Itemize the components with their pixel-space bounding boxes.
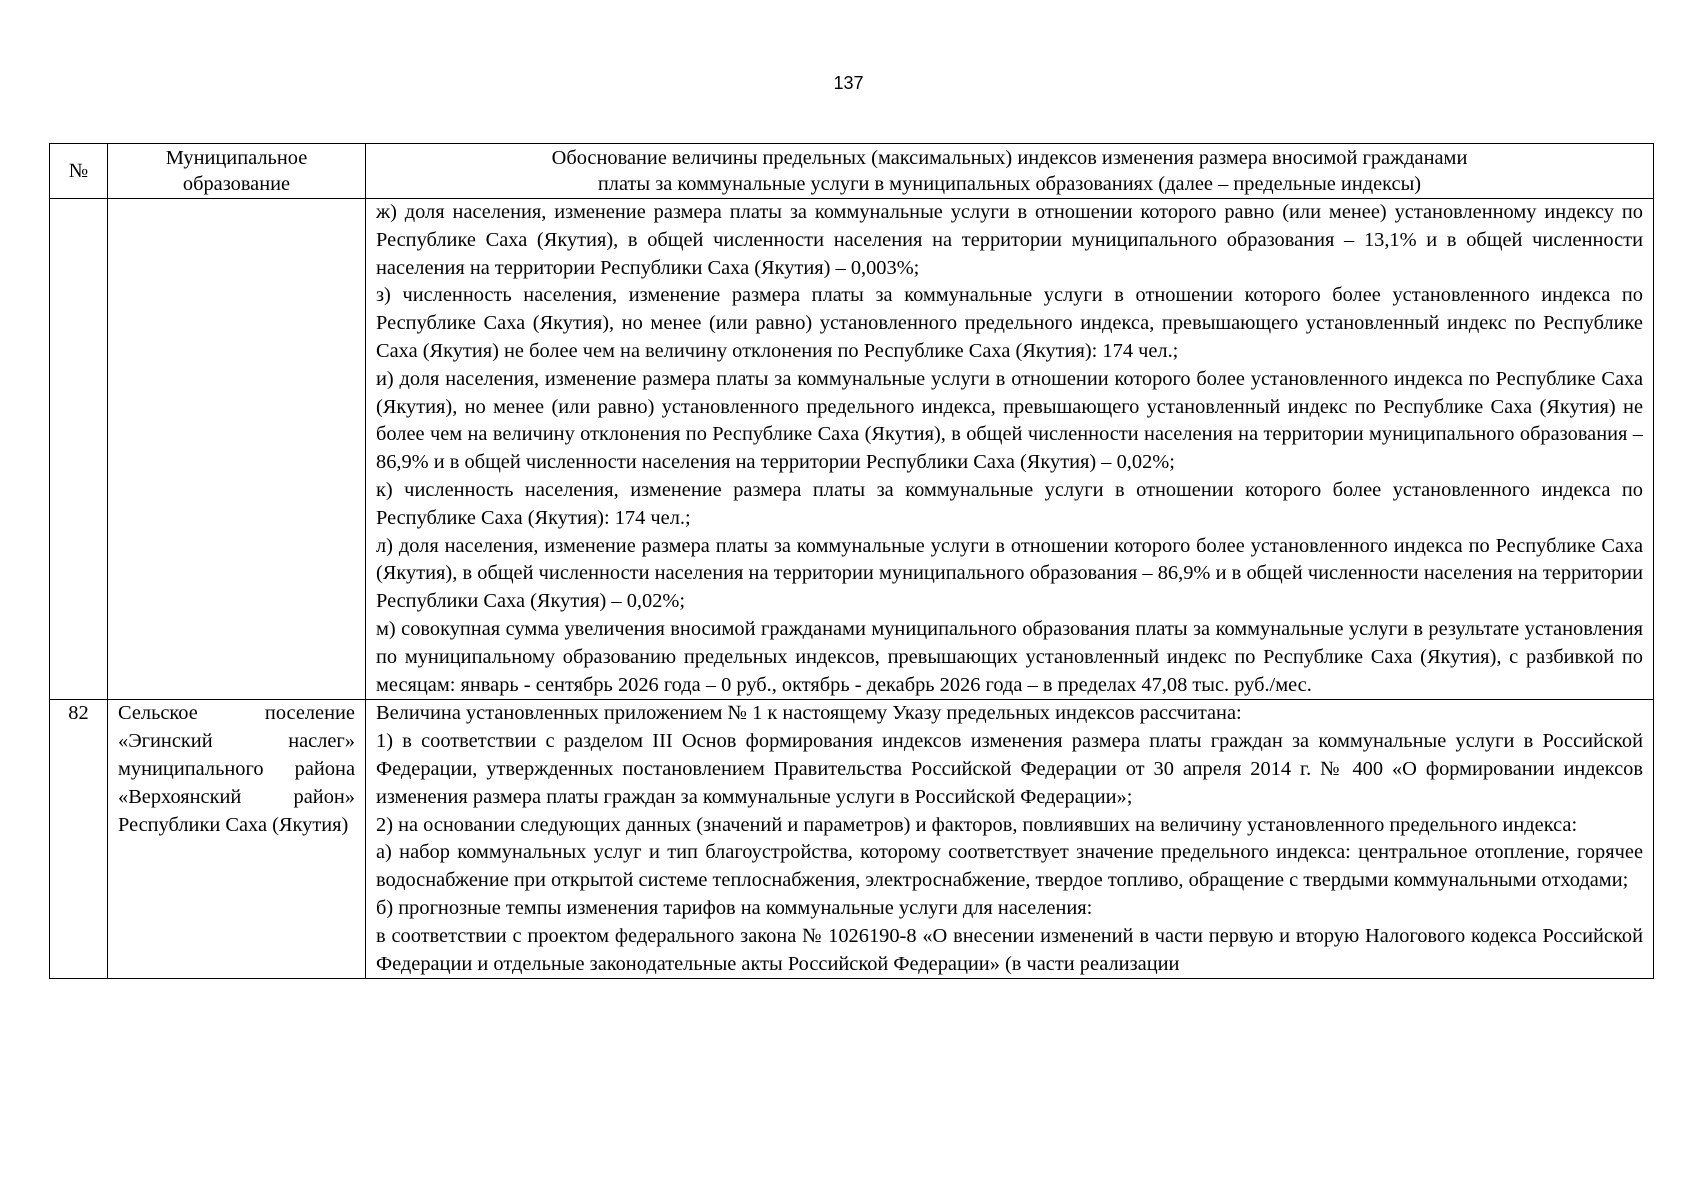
justification-cell (366, 199, 1654, 700)
justification-cell (366, 700, 1654, 979)
indices-table (49, 143, 1654, 979)
paragraph-zh: ж) доля населения, изменение размера платы за коммунальные услуги в отношении которого равно (или менее) установленному индексу по Республике Саха (Якутия), в общей численности населения на территории муниципального образования – 13,1% и в общей численности населения на территории Республики Саха (Якутия) – 0,003%; (376, 201, 1643, 279)
table-row (50, 199, 1654, 700)
paragraph-m: м) совокупная сумма увеличения вносимой гражданами муниципального образования платы за коммунальные услуги в результате установления по муниципальному образованию предельных индексов, превышающих установленный индекс по Республике Саха (Якутия), с разбивкой по месяцам: январь - сентябрь 2026 года – 0 руб., октябрь - декабрь 2026 года – в пределах 47,08 тыс. руб./мес. (376, 617, 1643, 696)
paragraph-z: з) численность населения, изменение размера платы за коммунальные услуги в отношении которого более установленного индекса по Республике Саха (Якутия), но менее (или равно) установленного предельного индекса, превышающего установленный индекс по Республике Саха (Якутия) не более чем на величину отклонения по Республике Саха (Якутия): 174 чел.; (376, 284, 1643, 362)
header-justification-line-1: Обоснование величины предельных (максимальных) индексов изменения размера вносимой гражданами (551, 147, 1468, 169)
paragraph-b: б) прогнозные темпы изменения тарифов на коммунальные услуги для населения: (376, 896, 1093, 919)
paragraph-a: а) набор коммунальных услуг и тип благоустройства, которому соответствует значение предельного индекса: центральное отопление, горячее водоснабжение при открытой системе теплоснабжения, электроснабжение, твердое топливо, обращение с твердыми коммунальными отходами; (376, 841, 1643, 892)
paragraph-1: 1) в соответствии с разделом III Основ формирования индексов изменения размера платы граждан за коммунальные услуги в Российской Федерации, утвержденных постановлением Правительства Российской Федерации от 30 апреля 2014 г. № 400 «О формировании индексов изменения размера платы граждан за коммунальные услуги в Российской Федерации»; (376, 730, 1643, 808)
paragraph-i: и) доля населения, изменение размера платы за коммунальные услуги в отношении которого более установленного индекса по Республике Саха (Якутия), но менее (или равно) установленного предельного индекса, превышающего установленный индекс по Республике Саха (Якутия) не более чем на величину отклонения по Республике Саха (Якутия), в общей численности населения на территории муниципального образования – 86,9% и в общей численности населения на территории Республики Саха (Якутия) – 0,02%; (376, 367, 1643, 474)
paragraph-law: в соответствии с проектом федерального закона № 1026190-8 «О внесении изменений в части первую и вторую Налогового кодекса Российской Федерации и отдельные законодательные акты Российской Федерации» (в части реализации (376, 924, 1643, 975)
header-number: № (50, 144, 108, 199)
table-row (50, 700, 1654, 979)
row-number-cell (50, 199, 108, 700)
paragraph-2: 2) на основании следующих данных (значений и параметров) и факторов, повлиявших на величину установленного предельного индекса: (376, 813, 1578, 836)
table-header-row (50, 144, 1654, 199)
page-number: 137 (833, 73, 864, 93)
paragraph-k: к) численность населения, изменение размера платы за коммунальные услуги в отношении которого более установленного индекса по Республике Саха (Якутия): 174 чел.; (376, 478, 1643, 529)
header-municipality: Муниципальное образование (108, 144, 366, 199)
row-number-cell: 82 (50, 700, 108, 979)
paragraph-intro: Величина установленных приложением № 1 к настоящему Указу предельных индексов рассчитана: (376, 702, 1242, 725)
municipality-cell (108, 199, 366, 700)
paragraph-l: л) доля населения, изменение размера платы за коммунальные услуги в отношении которого более установленного индекса по Республике Саха (Якутия), в общей численности населения на территории муниципального образования – 86,9% и в общей численности населения на территории Республики Саха (Якутия) – 0,02%; (376, 534, 1643, 613)
header-justification (366, 144, 1654, 199)
municipality-cell: Сельское поселение «Эгинский наслег» муниципального района «Верхоянский район» Республики Саха (Якутия) (108, 700, 366, 979)
header-justification-line-2: платы за коммунальные услуги в муниципальных образованиях (далее – предельные индексы) (597, 173, 1422, 195)
